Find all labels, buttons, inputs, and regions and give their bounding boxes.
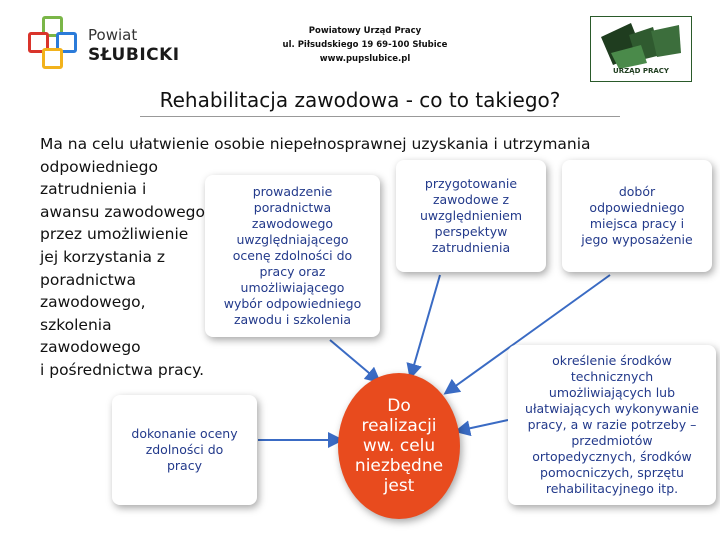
- office-website: www.pupslubice.pl: [319, 54, 411, 64]
- main-description: Ma na celu ułatwienie osobie niepełnosprawnej uzyskania i utrzymania odpowiedniego zatrudnienia i awansu zawodowego przez umożliwienie jej korzystania z poradnictwa zawodowego, szkolenia zawodowego i pośrednictwa pracy.: [40, 135, 591, 379]
- box-career-counseling: [205, 175, 380, 337]
- central-circle-text: Do realizacji ww. celu niezbędne jest: [354, 396, 444, 496]
- office-address: ul. Piłsudskiego 19 69-100 Słubice: [282, 40, 448, 50]
- box-career-counseling-text: prowadzenie poradnictwa zawodowego uwzględniającego ocenę zdolności do pracy oraz umożliwiającego wybór odpowiedniego zawodu i szkolenia: [223, 184, 362, 327]
- box-vocational-training: [396, 160, 546, 272]
- urzad-pracy-label: URZĄD PRACY: [613, 67, 669, 75]
- office-name: Powiatowy Urząd Pracy: [308, 26, 422, 36]
- arrow-top-right-1: [412, 275, 440, 372]
- box-ability-assessment-text: dokonanie oceny zdolności do pracy: [131, 426, 238, 473]
- box-vocational-training-text: przygotowanie zawodowe z uwzględnieniem perspektyw zatrudnienia: [419, 176, 523, 255]
- box-ability-assessment: [112, 395, 257, 505]
- central-circle: [338, 373, 460, 519]
- arrow-center: [330, 340, 375, 378]
- logo-text-powiat: Powiat: [88, 26, 138, 44]
- box-workplace-selection: [562, 160, 712, 272]
- box-technical-means: [508, 345, 716, 505]
- arrow-right-bottom: [462, 420, 508, 430]
- page-title: Rehabilitacja zawodowa - co to takiego?: [159, 88, 561, 112]
- logo-text-slubicki: SŁUBICKI: [88, 45, 180, 65]
- box-workplace-selection-text: dobór odpowiedniego miejsca pracy i jego wyposażenie: [581, 184, 693, 247]
- box-technical-means-text: określenie środków technicznych umożliwiających lub ułatwiających wykonywanie pracy, a w razie potrzeby – przedmiotów ortopedycznych, środków pomocniczych, sprzętu rehabilitacyjnego itp.: [525, 353, 699, 496]
